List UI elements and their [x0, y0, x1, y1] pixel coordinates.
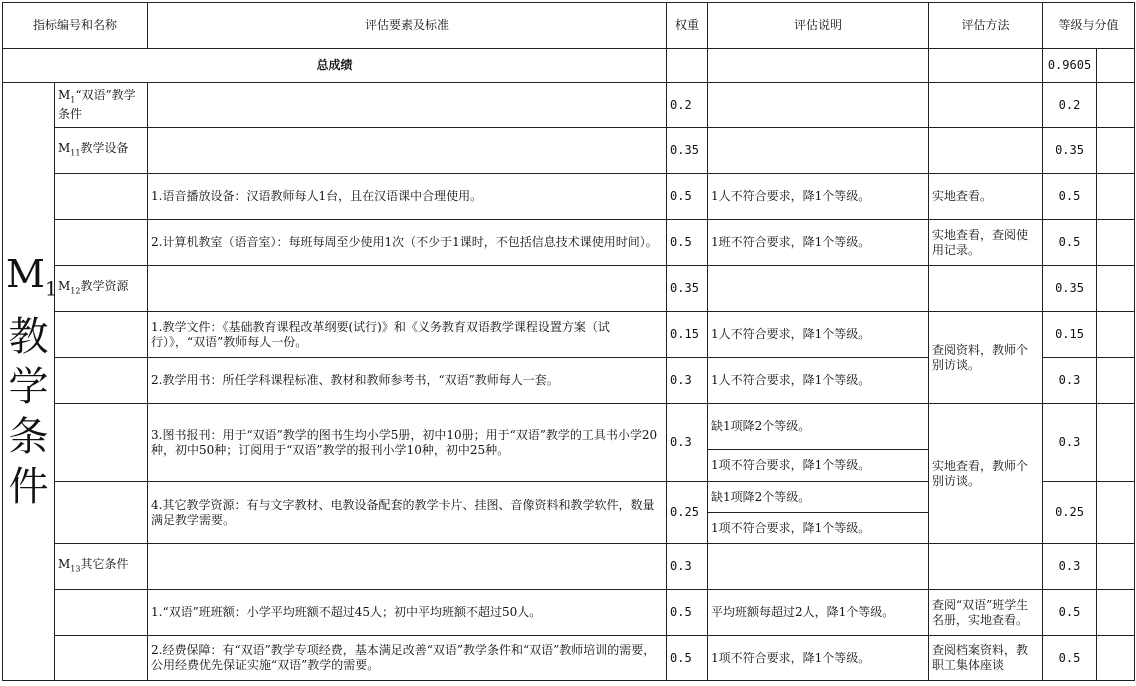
table-row — [3, 266, 1135, 312]
grade-cell: 0.5 — [1043, 636, 1097, 681]
weight-cell: 0.3 — [667, 544, 708, 590]
m11-title: $M_{11}$教学设备 — [55, 128, 148, 174]
evaluation-table — [2, 2, 1135, 681]
weight-cell: 0.5 — [667, 220, 708, 266]
weight-cell: 0.5 — [667, 590, 708, 636]
weight-cell: 0.2 — [667, 83, 708, 128]
criteria-cell: 1.语音播放设备：汉语教师每人1台，且在汉语课中合理使用。 — [148, 174, 667, 220]
method-cell: 实地查看。 — [929, 174, 1043, 220]
weight-cell: 0.35 — [667, 128, 708, 174]
explain-cell: 1人不符合要求，降1个等级。 — [708, 312, 929, 358]
total-weight-cell — [667, 49, 708, 83]
explain-cell: 1项不符合要求，降1个等级。 — [708, 636, 929, 681]
m1-code: $M_1$ — [6, 252, 58, 301]
total-score: 0.9605 — [1043, 49, 1097, 83]
table-row — [3, 312, 1135, 358]
weight-cell: 0.35 — [667, 266, 708, 312]
criteria-cell: 2.经费保障：有“双语”教学专项经费，基本满足改善“双语”教学条件和“双语”教师培训的需要，公用经费优先保证实施“双语”教学的需要。 — [148, 636, 667, 681]
total-row — [3, 49, 1135, 83]
method-cell: 查阅“双语”班学生名册，实地查看。 — [929, 590, 1043, 636]
header-grade: 等级与分值 — [1043, 3, 1135, 49]
grade-cell: 0.3 — [1043, 544, 1097, 590]
criteria-cell: 1.“双语”班班额：小学平均班额不超过45人；初中平均班额不超过50人。 — [148, 590, 667, 636]
weight-cell: 0.5 — [667, 174, 708, 220]
criteria-cell: 4.其它教学资源：有与文字教材、电教设备配套的教学卡片、挂图、音像资料和教学软件，数量满足教学需要。 — [148, 482, 667, 544]
m1-char: 学 — [8, 363, 49, 410]
header-weight: 权重 — [667, 3, 708, 49]
method-cell: 查阅资料，教师个别访谈。 — [929, 312, 1043, 404]
grade-cell: 0.35 — [1043, 128, 1097, 174]
total-explain-cell — [708, 49, 929, 83]
table-row — [3, 404, 1135, 450]
grade-cell: 0.15 — [1043, 312, 1097, 358]
grade-cell: 0.3 — [1043, 404, 1097, 482]
total-method-cell — [929, 49, 1043, 83]
explain-cell: 平均班额每超过2人，降1个等级。 — [708, 590, 929, 636]
header-indicator: 指标编号和名称 — [3, 3, 148, 49]
total-label: 总成绩 — [3, 49, 667, 83]
m1-char: 教 — [8, 313, 49, 360]
weight-cell: 0.3 — [667, 358, 708, 404]
explain-cell: 1项不符合要求，降1个等级。 — [708, 513, 929, 544]
grade-cell: 0.3 — [1043, 358, 1097, 404]
table-row — [3, 174, 1135, 220]
weight-cell: 0.3 — [667, 404, 708, 482]
criteria-cell: 2.计算机教室（语音室）：每班每周至少使用1次（不少于1课时，不包括信息技术课使用时间）。 — [148, 220, 667, 266]
table-row — [3, 544, 1135, 590]
weight-cell: 0.25 — [667, 482, 708, 544]
table-row — [3, 83, 1135, 128]
criteria-cell: 1.教学文件：《基础教育课程改革纲要(试行)》和《义务教育双语教学课程设置方案（试行）》，“双语”教师每人一份。 — [148, 312, 667, 358]
grade-cell: 0.5 — [1043, 174, 1097, 220]
grade-cell: 0.25 — [1043, 482, 1097, 544]
method-cell: 实地查看，教师个别访谈。 — [929, 404, 1043, 544]
header-criteria: 评估要素及标准 — [148, 3, 667, 49]
method-cell: 实地查看，查阅使用记录。 — [929, 220, 1043, 266]
explain-cell: 缺1项降2个等级。 — [708, 482, 929, 513]
m1-vertical-label — [3, 83, 58, 681]
grade-cell: 0.5 — [1043, 590, 1097, 636]
header-method: 评估方法 — [929, 3, 1043, 49]
header-row — [3, 3, 1135, 49]
weight-cell: 0.15 — [667, 312, 708, 358]
table-row — [3, 590, 1135, 636]
criteria-cell: 2.教学用书：所任学科课程标准、教材和教师参考书，“双语”教师每人一套。 — [148, 358, 667, 404]
grade-cell: 0.5 — [1043, 220, 1097, 266]
m1-char: 条 — [8, 413, 49, 460]
explain-cell: 1人不符合要求，降1个等级。 — [708, 358, 929, 404]
explain-cell: 缺1项降2个等级。 — [708, 404, 929, 450]
table-row — [3, 128, 1135, 174]
grade-cell: 0.35 — [1043, 266, 1097, 312]
method-cell: 查阅档案资料，教职工集体座谈 — [929, 636, 1043, 681]
table-row — [3, 636, 1135, 681]
m13-title: $M_{13}$其它条件 — [55, 544, 148, 590]
m1-title: $M_1“$双语”教学条件 — [55, 83, 148, 128]
weight-cell: 0.5 — [667, 636, 708, 681]
table-row — [3, 220, 1135, 266]
total-extra-cell — [1097, 49, 1135, 83]
header-explain: 评估说明 — [708, 3, 929, 49]
m12-title: $M_{12}$教学资源 — [55, 266, 148, 312]
m1-char: 件 — [8, 463, 49, 510]
explain-cell: 1人不符合要求，降1个等级。 — [708, 174, 929, 220]
criteria-cell: 3.图书报刊：用于“双语”教学的图书生均小学5册，初中10册；用于“双语”教学的工具书小学20种，初中50种；订阅用于“双语”教学的报刊小学10种，初中25种。 — [148, 404, 667, 482]
explain-cell: 1项不符合要求，降1个等级。 — [708, 450, 929, 482]
grade-cell: 0.2 — [1043, 83, 1097, 128]
explain-cell: 1班不符合要求，降1个等级。 — [708, 220, 929, 266]
